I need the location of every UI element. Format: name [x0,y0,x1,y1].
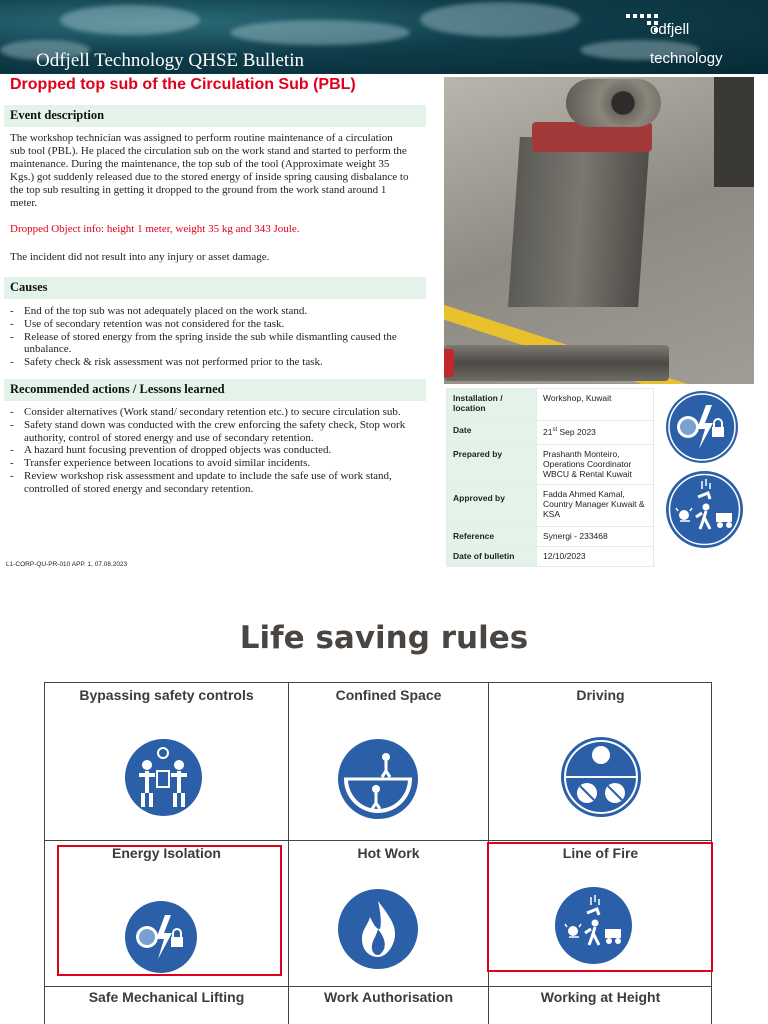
header-banner [0,0,768,74]
page-title: Dropped top sub of the Circulation Sub (PBL) [10,76,356,93]
table-key: Approved by [447,485,537,527]
rule-cell [288,682,488,840]
document-reference: L1-CORP-QU-PR-010 APP. 1, 07.08.2023 [6,561,128,568]
table-value: Synergi - 233468 [537,527,654,547]
table-value: Fadda Ahmed Kamal, Country Manager Kuwait & KSA [537,485,654,527]
list-item: - A hazard hunt focusing prevention of dropped objects was conducted. [10,444,410,457]
confined-space-icon [338,739,418,819]
rule-label: Safe Mechanical Lifting [88,989,245,1005]
incident-photo [444,77,754,384]
rule-label: Hot Work [357,845,420,861]
list-item: - Use of secondary retention was not considered for the task. [10,318,410,331]
rule-cell [44,986,288,1024]
rule-cell [288,840,488,986]
incident-outcome: The incident did not result into any injury or asset damage. [10,251,270,263]
table-row [447,445,654,485]
rule-label: Bypassing safety controls [79,687,254,703]
table-value: 21st Sep 2023 [537,421,654,445]
actions-list [10,406,410,496]
causes-heading: Causes [4,277,426,299]
dropped-object-info: Dropped Object info: height 1 meter, weight 35 kg and 343 Joule. [10,223,300,235]
table-row [447,485,654,527]
table-key: Date of bulletin [447,547,537,567]
table-key: Installation / location [447,389,537,421]
table-value: 12/10/2023 [537,547,654,567]
rule-cell [44,682,288,840]
actions-heading: Recommended actions / Lessons learned [4,379,426,401]
rule-label: Work Authorisation [323,989,454,1005]
rule-label: Driving [576,687,625,703]
energy-isolation-highlight [57,845,282,976]
company-logo [626,12,746,67]
rule-label: Working at Height [540,989,661,1005]
life-saving-rules-title: Life saving rules [239,620,529,656]
rule-cell [288,986,488,1024]
list-item: - End of the top sub was not adequately placed on the work stand. [10,305,410,318]
rule-cell [488,986,712,1024]
bulletin-title: Odfjell Technology QHSE Bulletin [36,50,304,71]
hot-work-icon [338,889,418,969]
list-item: - Safety stand down was conducted with the crew enforcing the safety check, Stop work authority, control of stored energy and use of secondary retention. [10,419,410,445]
table-row [447,389,654,421]
table-key: Date [447,421,537,445]
bypassing-safety-controls-icon [125,739,202,816]
list-item: - Transfer experience between locations to avoid similar incidents. [10,457,410,470]
table-row [447,547,654,567]
table-value: Workshop, Kuwait [537,389,654,421]
table-key: Prepared by [447,445,537,485]
rule-label: Energy Isolation [112,845,221,861]
table-key: Reference [447,527,537,547]
life-saving-rules-grid [44,682,712,1024]
rule-label: Confined Space [335,687,442,703]
driving-icon [561,737,641,817]
table-row [447,527,654,547]
energy-isolation-icon [666,391,738,463]
causes-list [10,305,410,369]
logo-line2: technology [650,50,723,67]
list-item: - Review workshop risk assessment and update to include the safe use of work stand, controlled of stored energy and secondary retention. [10,470,410,496]
logo-line1: odfjell [650,21,690,38]
list-item: - Safety check & risk assessment was not performed prior to the task. [10,356,410,369]
line-of-fire-icon [666,471,743,548]
event-paragraph: The workshop technician was assigned to perform routine maintenance of a circulation sub tool (PBL). He placed the circulation sub on the work stand and started to perform the maintenance. During the maintenance, the top sub of the tool (Approximate weight 35 Kgs.) got suddenly released due to the stored energy of inside spring causing disbalance to the top sub resulting in getting it dropped to the ground from the work stand around 1 meter. [10,132,409,209]
table-value: Prashanth Monteiro, Operations Coordinator WBCU & Rental Kuwait [537,445,654,485]
list-item: - Consider alternatives (Work stand/ secondary retention etc.) to secure circulation sub. [10,406,410,419]
event-description-heading: Event description [4,105,426,127]
rule-label: Line of Fire [562,845,639,861]
list-item: - Release of stored energy from the spring inside the sub while dismantling caused the unbalance. [10,331,410,357]
incident-info-table [446,388,654,567]
table-row [447,421,654,445]
line-of-fire-highlight [487,842,713,972]
rule-cell [488,682,712,840]
